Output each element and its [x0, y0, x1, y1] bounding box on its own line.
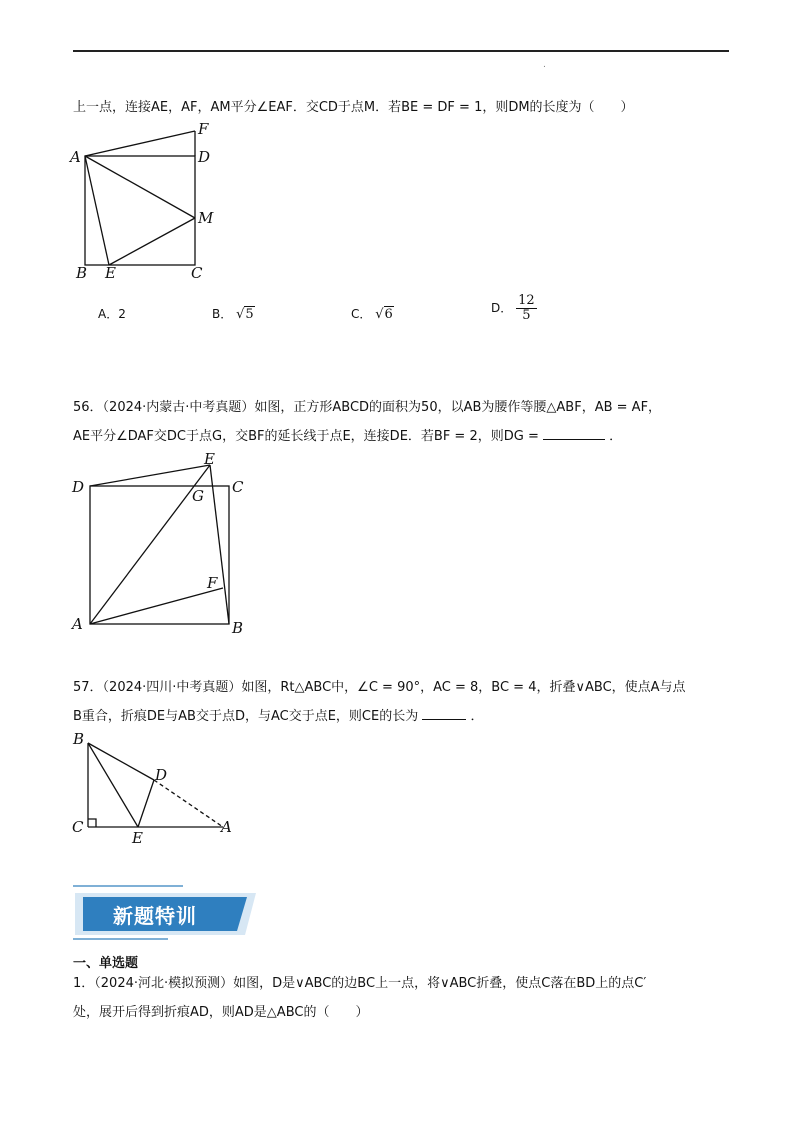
q55-option-d[interactable]: [491, 294, 537, 323]
q56-figure: [68, 448, 258, 638]
q56-label-e: E: [204, 450, 215, 468]
q55-figure: [65, 118, 225, 286]
q56-label-g: G: [192, 487, 204, 505]
q55-option-c-sqrt: √6: [375, 307, 393, 322]
q55-segment-af: [85, 131, 195, 156]
q57-segment-ed: [138, 780, 154, 827]
q55-option-a-value: 2: [118, 307, 126, 321]
q55-option-d-fraction: $\frac{12}{5}$: [518, 293, 535, 323]
q56-square: [90, 486, 229, 624]
q56-text-line2-end: ．: [609, 429, 623, 444]
q57-label-e: E: [132, 829, 143, 847]
q55-label-c: C: [191, 264, 203, 282]
q56-text-line2: [73, 425, 622, 444]
q55-label-f: F: [198, 120, 209, 138]
q57-label-d: D: [155, 766, 168, 784]
q56-label-f: F: [207, 574, 218, 592]
q55-option-c-label: C．: [351, 307, 372, 321]
q57-right-angle-mark: [88, 819, 96, 827]
q57-label-b: B: [73, 730, 85, 748]
q56-label-c: C: [232, 478, 244, 496]
q56-segment-eb: [210, 465, 229, 624]
q56-label-d: D: [72, 478, 85, 496]
q55-segment-em: [109, 218, 195, 265]
q57-label-a: A: [221, 818, 232, 836]
q55-segment-ae: [85, 156, 109, 265]
q55-option-a[interactable]: [98, 305, 126, 322]
q55-option-c[interactable]: [351, 305, 394, 322]
q56-answer-blank[interactable]: [543, 439, 605, 440]
q57-segment-be: [88, 743, 138, 827]
q56-label-a: A: [72, 615, 83, 633]
header-dot: .: [543, 60, 546, 70]
q55-option-d-label: D．: [491, 301, 513, 315]
banner-title: 新题特训: [113, 904, 197, 928]
q57-answer-blank[interactable]: [422, 719, 466, 720]
q55-label-d: D: [198, 148, 211, 166]
q57-segment-da-dashed: [154, 780, 223, 827]
q56-text-line1: 56．（2024·内蒙古·中考真题）如图，正方形ABCD的面积为50，以AB为腰作等腰△ABF，AB = AF，: [73, 400, 662, 415]
q57-text-line1: 57．（2024·四川·中考真题）如图，Rt△ABC中，∠C = 90°，AC = 8，BC = 4，折叠∨ABC，使点A与点: [73, 680, 686, 695]
q57-label-c: C: [72, 818, 84, 836]
q55-text-line1: 上一点，连接AE，AF，AM平分∠EAF．交CD于点M．若BE = DF = 1，则DM的长度为（ ）: [73, 100, 634, 115]
q55-label-m: M: [198, 209, 214, 227]
q55-segment-am: [85, 156, 195, 218]
q57-text-line2-body: B重合，折痕DE与AB交于点D，与AC交于点E，则CE的长为: [73, 709, 419, 724]
q56-text-line2-body: AE平分∠DAF交DC于点G，交BF的延长线于点E，连接DE．若BF = 2，则DG =: [73, 429, 539, 444]
q57-segment-bd: [88, 743, 154, 780]
q55-option-b-label: B．: [212, 307, 233, 321]
header-rule: [73, 50, 729, 52]
q55-label-b: B: [76, 264, 88, 282]
q55-option-b[interactable]: [212, 305, 255, 322]
section-title: 一、单选题: [73, 956, 139, 971]
q1-text-line1: 1．（2024·河北·模拟预测）如图，D是∨ABC的边BC上一点，将∨ABC折叠，使点C落在BD上的点C′: [73, 976, 647, 991]
q55-label-a: A: [70, 148, 81, 166]
q57-figure: [68, 725, 243, 850]
q55-option-b-sqrt: √5: [236, 307, 254, 322]
q56-segment-de: [90, 465, 210, 486]
q57-text-line2-end: ．: [470, 709, 484, 724]
q55-option-a-label: A．: [98, 307, 119, 321]
q57-text-line2: [73, 705, 484, 724]
q56-segment-af: [90, 588, 223, 624]
q56-label-b: B: [232, 619, 244, 637]
q1-text-line2: 处，展开后得到折痕AD，则AD是△ABC的（ ）: [73, 1005, 369, 1020]
q55-label-e: E: [105, 264, 116, 282]
